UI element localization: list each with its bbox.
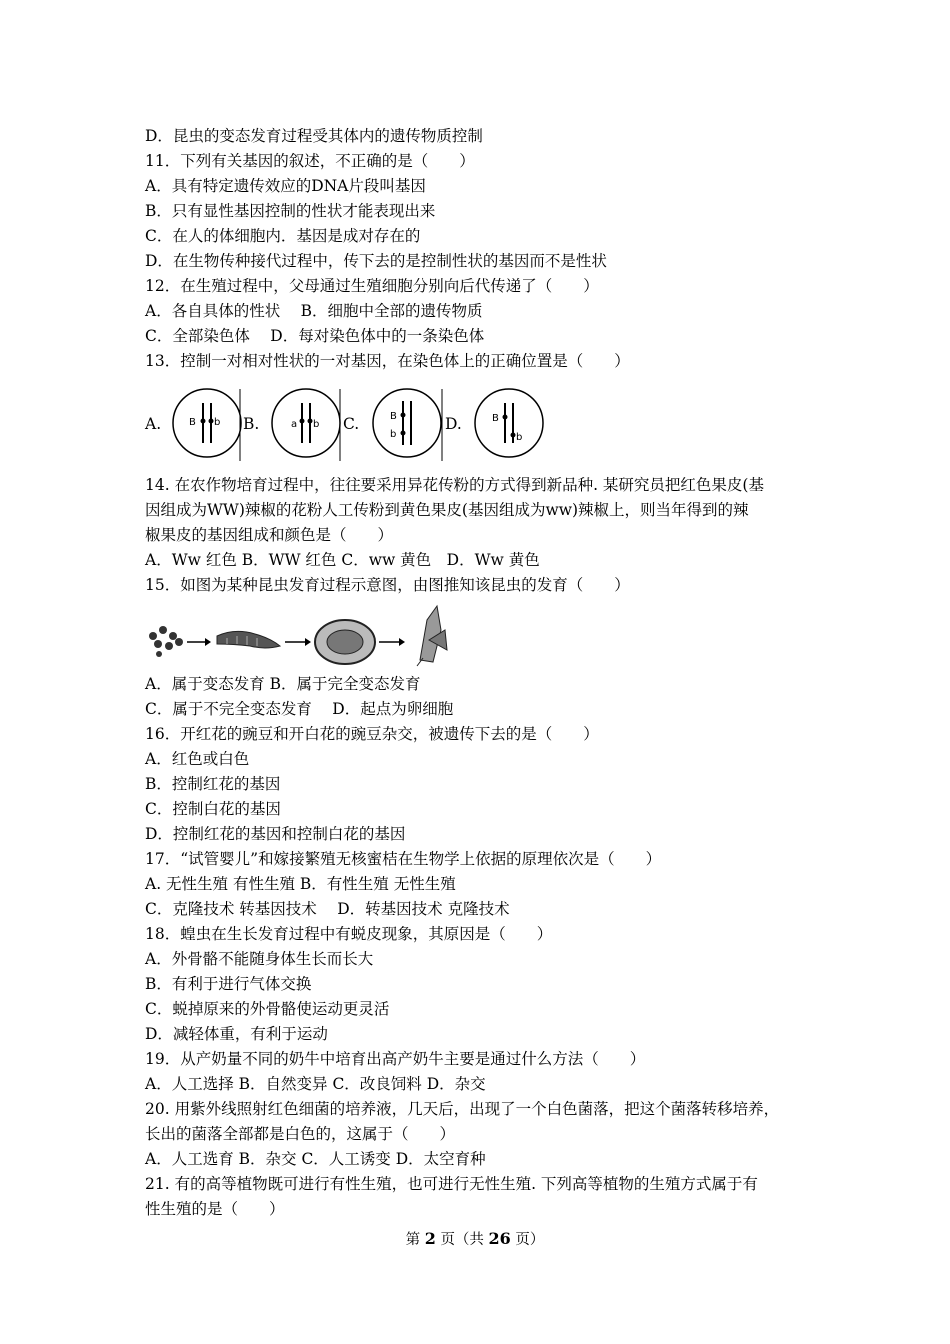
eggs-illustration (149, 626, 183, 657)
q16-option-a: A．红色或白色 (145, 750, 250, 768)
page-footer (0, 1228, 950, 1249)
q13-a-gene-left: B (189, 417, 196, 428)
q17-stem: 17．“试管婴儿”和嫁接繁殖无核蜜桔在生物学上依据的原理依次是（ ） (145, 850, 662, 868)
q12-options-cd: C．全部染色体 D．每对染色体中的一条染色体 (145, 327, 485, 345)
q17-options-cd: C．克隆技术 转基因技术 D．转基因技术 克隆技术 (145, 900, 510, 918)
q12-options-ab: A．各自具体的性状 B．细胞中全部的遗传物质 (145, 302, 483, 320)
q18-option-d: D．减轻体重，有利于运动 (145, 1025, 328, 1043)
q20-stem-1: 20. 用紫外线照射红色细菌的培养液，几天后，出现了一个白色菌落，把这个菌落转移培养， (145, 1100, 780, 1118)
q21-stem-1: 21. 有的高等植物既可进行有性生殖，也可进行无性生殖. 下列高等植物的生殖方式属于有 (145, 1175, 758, 1193)
q15-stem: 15．如图为某种昆虫发育过程示意图，由图推知该昆虫的发育（ ） (145, 576, 630, 594)
q13-cell-d (475, 389, 543, 457)
q15-figure (145, 600, 465, 670)
q11-stem: 11．下列有关基因的叙述，不正确的是（ ） (145, 152, 475, 170)
q13-figure (145, 385, 565, 465)
q16-stem: 16．开红花的豌豆和开白花的豌豆杂交，被遗传下去的是（ ） (145, 725, 599, 743)
q18-option-a: A．外骨骼不能随身体生长而长大 (145, 950, 374, 968)
arrow-1 (187, 638, 211, 646)
q13-stem: 13．控制一对相对性状的一对基因，在染色体上的正确位置是（ ） (145, 352, 630, 370)
q18-option-c: C．蜕掉原来的外骨骼使运动更灵活 (145, 1000, 390, 1018)
q13-d-gene-left: B (492, 413, 499, 424)
q16-option-c: C．控制白花的基因 (145, 800, 281, 818)
q13-cell-c (373, 389, 441, 457)
q17-options-ab: A. 无性生殖 有性生殖 B．有性生殖 无性生殖 (145, 875, 456, 893)
footer-middle: 页（共 (440, 1232, 484, 1248)
q13-c-gene-bottom: b (390, 429, 397, 440)
q13-b-gene-right: b (313, 419, 320, 430)
q19-stem: 19．从产奶量不同的奶牛中培育出高产奶牛主要是通过什么方法（ ） (145, 1050, 646, 1068)
q13-label-a: A. (145, 415, 162, 433)
q10-option-d: D．昆虫的变态发育过程受其体内的遗传物质控制 (145, 127, 483, 145)
q15-life-cycle-diagram (145, 600, 465, 670)
q13-b-gene-left: a (291, 419, 298, 430)
footer-page-number: 2 (424, 1229, 436, 1248)
larva-illustration (217, 631, 280, 648)
q14-options: A．Ww 红色 B．WW 红色 C．ww 黄色 D．Ww 黄色 (145, 551, 540, 569)
q13-cell-a (173, 389, 241, 457)
q14-stem-3: 椒果皮的基因组成和颜色是（ ） (145, 526, 394, 544)
pupa-illustration (315, 620, 375, 664)
q13-diagrams (145, 385, 565, 465)
q15-options-cd: C．属于不完全变态发育 D．起点为卵细胞 (145, 700, 454, 718)
q13-label-d: D. (445, 415, 462, 433)
q11-option-c: C．在人的体细胞内．基因是成对存在的 (145, 227, 421, 245)
arrow-3 (379, 638, 405, 646)
footer-total-pages: 26 (488, 1229, 511, 1248)
q11-option-b: B．只有显性基因控制的性状才能表现出来 (145, 202, 436, 220)
arrow-2 (285, 638, 311, 646)
q13-cell-b (272, 389, 340, 457)
q13-a-gene-right: b (214, 417, 221, 428)
q13-c-gene-top: B (390, 411, 397, 422)
q14-stem-1: 14. 在农作物培育过程中，往往要采用异花传粉的方式得到新品种. 某研究员把红色果皮(基 (145, 476, 764, 494)
q21-stem-2: 性生殖的是（ ） (145, 1200, 285, 1218)
q12-stem: 12．在生殖过程中，父母通过生殖细胞分别向后代传递了（ ） (145, 277, 599, 295)
q14-stem-2: 因组成为WW)辣椒的花粉人工传粉到黄色果皮(基因组成为ww)辣椒上，则当年得到的辣 (145, 501, 749, 519)
q16-option-b: B．控制红花的基因 (145, 775, 281, 793)
footer-prefix: 第 (405, 1232, 421, 1248)
q18-option-b: B．有利于进行气体交换 (145, 975, 312, 993)
q13-label-c: C. (343, 415, 360, 433)
q13-label-b: B. (243, 415, 260, 433)
q11-option-d: D．在生物传种接代过程中，传下去的是控制性状的基因而不是性状 (145, 252, 607, 270)
q13-d-gene-right: b (516, 432, 523, 443)
q15-options-ab: A．属于变态发育 B．属于完全变态发育 (145, 675, 421, 693)
q20-stem-2: 长出的菌落全部都是白色的，这属于（ ） (145, 1125, 456, 1143)
q16-option-d: D．控制红花的基因和控制白花的基因 (145, 825, 406, 843)
adult-moth-illustration (417, 606, 447, 666)
footer-suffix: 页） (515, 1232, 545, 1248)
q11-option-a: A．具有特定遗传效应的DNA片段叫基因 (145, 177, 426, 195)
q18-stem: 18．蝗虫在生长发育过程中有蜕皮现象，其原因是（ ） (145, 925, 553, 943)
q19-options: A．人工选择 B．自然变异 C．改良饲料 D．杂交 (145, 1075, 486, 1093)
q20-options: A．人工选育 B．杂交 C．人工诱变 D．太空育种 (145, 1150, 486, 1168)
